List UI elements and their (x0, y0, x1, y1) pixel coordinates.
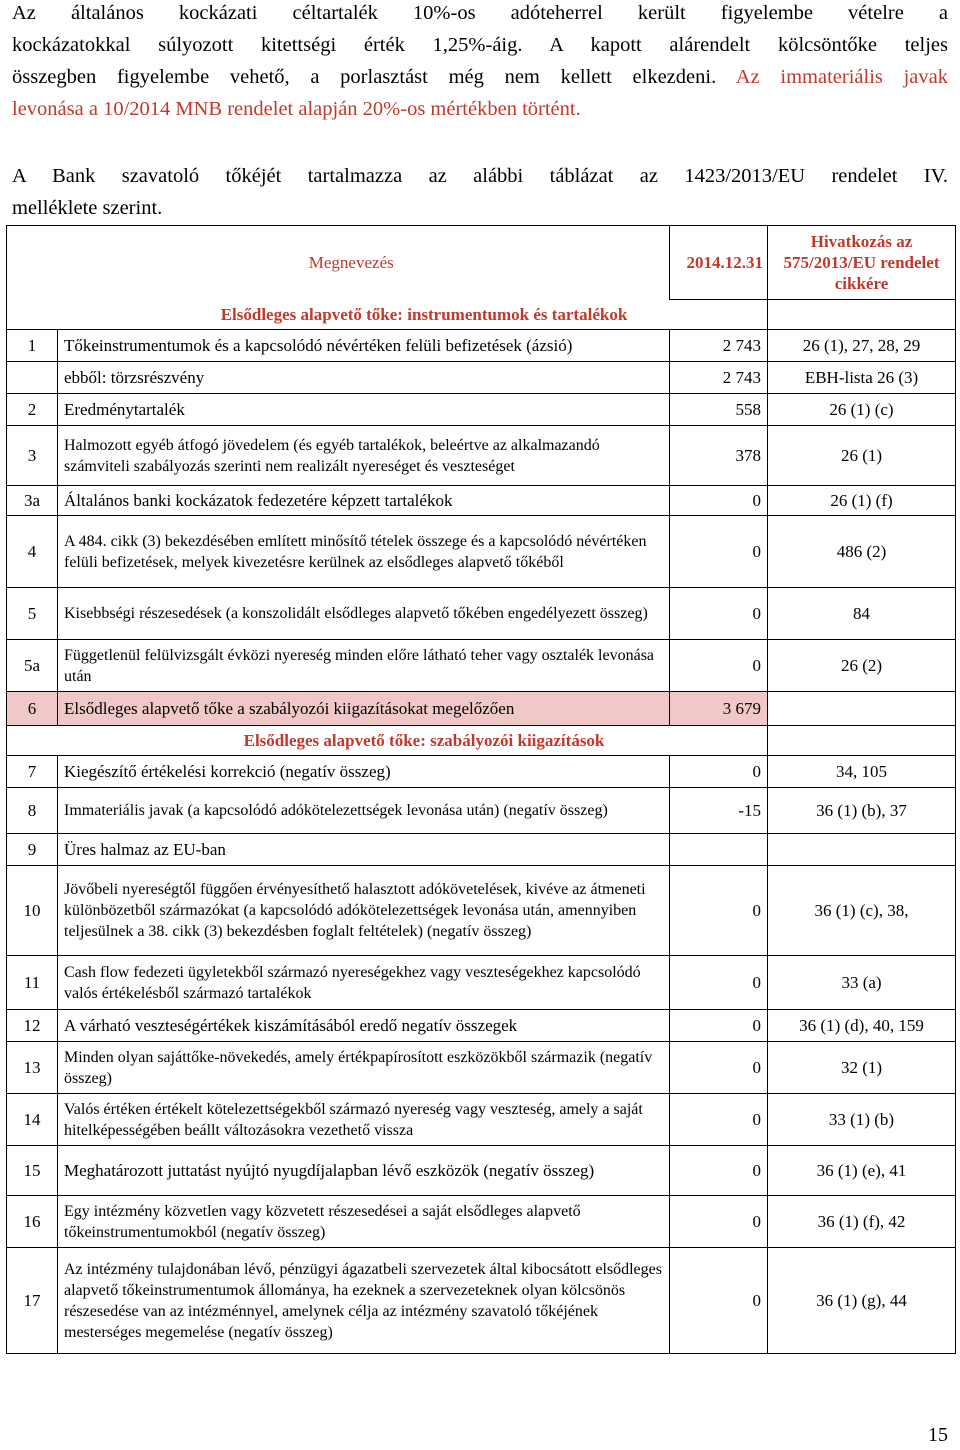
row-description: Üres halmaz az EU-ban (58, 834, 670, 866)
row-reference: EBH-lista 26 (3) (768, 362, 956, 394)
row-value: 3 679 (670, 692, 768, 726)
row-number: 13 (7, 1042, 58, 1094)
table-row (7, 516, 956, 588)
intro-line-1: Az általános kockázati céltartalék 10%-os adóteherrel került figyelembe vételre a (12, 2, 948, 24)
table-row (7, 756, 956, 788)
table-row (7, 692, 956, 726)
row-value: 0 (670, 640, 768, 692)
row-description: Általános banki kockázatok fedezetére képzett tartalékok (58, 486, 670, 516)
row-description: Elsődleges alapvető tőke a szabályozói kiigazításokat megelőzően (58, 692, 670, 726)
row-number: 17 (7, 1248, 58, 1354)
row-description: ebből: törzsrészvény (58, 362, 670, 394)
table-row (7, 1094, 956, 1146)
header-ref: Hivatkozás az 575/2013/EU rendelet cikkére (768, 226, 956, 300)
row-number: 4 (7, 516, 58, 588)
row-reference: 36 (1) (b), 37 (768, 788, 956, 834)
row-description: A várható veszteségértékek kiszámításából eredő negatív összegek (58, 1010, 670, 1042)
row-reference: 26 (1) (c) (768, 394, 956, 426)
row-number: 12 (7, 1010, 58, 1042)
row-value: 0 (670, 1094, 768, 1146)
row-value: 2 743 (670, 330, 768, 362)
row-value: 0 (670, 756, 768, 788)
table-row (7, 486, 956, 516)
table-row (7, 1146, 956, 1196)
table-row (7, 1248, 956, 1354)
table-intro-line-1: A Bank szavatoló tőkéjét tartalmazza az alábbi táblázat az 1423/2013/EU rendelet IV. (12, 165, 948, 187)
row-number: 10 (7, 866, 58, 956)
row-value: 0 (670, 516, 768, 588)
row-number: 5a (7, 640, 58, 692)
row-description: Immateriális javak (a kapcsolódó adókötelezettségek levonása után) (negatív összeg) (58, 788, 670, 834)
row-value: 0 (670, 1042, 768, 1094)
row-reference: 26 (1) (f) (768, 486, 956, 516)
row-number: 3 (7, 426, 58, 486)
row-number: 14 (7, 1094, 58, 1146)
row-reference: 36 (1) (e), 41 (768, 1146, 956, 1196)
row-description: Halmozott egyéb átfogó jövedelem (és egyéb tartalékok, beleértve az alkalmazandó számviteli szabályozás szerinti nem realizált nyereséget és veszteséget (58, 426, 670, 486)
row-value: 0 (670, 588, 768, 640)
row-value: 558 (670, 394, 768, 426)
row-number: 11 (7, 956, 58, 1010)
table-intro-paragraph (12, 160, 948, 224)
row-description: Jövőbeli nyereségtől függően érvényesíthető halasztott adókövetelések, kivéve az átmeneti különbözetből származókat (a kapcsolódó adókötelezettségek levonása után, amennyiben teljesülnek a 38. cikk (3) bekezdésben foglalt feltételek) (negatív összeg) (58, 866, 670, 956)
table-row (7, 640, 956, 692)
intro-line-4: levonása a 10/2014 MNB rendelet alapján 20%-os mértékben történt. (12, 98, 581, 120)
row-number: 9 (7, 834, 58, 866)
row-reference (768, 834, 956, 866)
row-number: 7 (7, 756, 58, 788)
row-value: 0 (670, 956, 768, 1010)
row-reference: 33 (1) (b) (768, 1094, 956, 1146)
row-reference: 36 (1) (d), 40, 159 (768, 1010, 956, 1042)
row-description: Egy intézmény közvetlen vagy közvetett részesedései a saját elsődleges alapvető tőkeinstrumentumokból (negatív összeg) (58, 1196, 670, 1248)
row-description: Meghatározott juttatást nyújtó nyugdíjalapban lévő eszközök (negatív összeg) (58, 1146, 670, 1196)
table-row (7, 866, 956, 956)
row-description: Az intézmény tulajdonában lévő, pénzügyi ágazatbeli szervezetek által kibocsátott elsődleges alapvető tőkeinstrumentumok állománya, ha ezeknek a szervezeteknek olyan kölcsönös részesedése van az intézménnyel, amelynek célja az intézmény szavatoló tőkéjének mesterséges megemelése (negatív összeg) (58, 1248, 670, 1354)
section-title-1: Elsődleges alapvető tőke: instrumentumok és tartalékok (7, 300, 768, 330)
row-value: 378 (670, 426, 768, 486)
row-description: Minden olyan sajáttőke-növekedés, amely értékpapírosított eszközökből származik (negatív összeg) (58, 1042, 670, 1094)
table-header-row (7, 226, 956, 300)
row-reference: 36 (1) (g), 44 (768, 1248, 956, 1354)
row-number: 15 (7, 1146, 58, 1196)
table-row (7, 394, 956, 426)
table-row (7, 426, 956, 486)
row-description: Kisebbségi részesedések (a konszolidált elsődleges alapvető tőkében engedélyezett összeg) (58, 588, 670, 640)
row-value: 0 (670, 1196, 768, 1248)
row-value: 0 (670, 866, 768, 956)
row-number: 6 (7, 692, 58, 726)
table-row (7, 1042, 956, 1094)
capital-table (6, 225, 956, 1354)
row-value: 0 (670, 1248, 768, 1354)
row-number: 2 (7, 394, 58, 426)
section-row-1 (7, 300, 956, 330)
table-row (7, 588, 956, 640)
table-row (7, 1196, 956, 1248)
intro-paragraph (12, 0, 948, 125)
page-number: 15 (928, 1424, 948, 1446)
row-reference: 26 (1) (768, 426, 956, 486)
row-description: Függetlenül felülvizsgált évközi nyereség minden előre látható teher vagy osztalék levonása után (58, 640, 670, 692)
table-row (7, 1010, 956, 1042)
header-date: 2014.12.31 (670, 226, 768, 300)
row-description: Valós értéken értékelt kötelezettségekből származó nyereség vagy veszteség, amely a saját hitelképességében beállt változásokra vezethető vissza (58, 1094, 670, 1146)
row-value: 0 (670, 1010, 768, 1042)
row-description: Eredménytartalék (58, 394, 670, 426)
row-value: 0 (670, 1146, 768, 1196)
section-title-2: Elsődleges alapvető tőke: szabályozói kiigazítások (7, 726, 768, 756)
row-reference (768, 692, 956, 726)
table-row (7, 788, 956, 834)
row-value: 2 743 (670, 362, 768, 394)
table-row (7, 362, 956, 394)
table-intro-line-2: melléklete szerint. (12, 197, 163, 219)
table-row (7, 330, 956, 362)
row-reference: 33 (a) (768, 956, 956, 1010)
row-reference: 26 (1), 27, 28, 29 (768, 330, 956, 362)
row-reference: 26 (2) (768, 640, 956, 692)
row-number: 16 (7, 1196, 58, 1248)
row-description: A 484. cikk (3) bekezdésében említett minősítő tételek összege és a kapcsolódó névértéken felüli befizetések, melyek kivezetésre kerülnek az elsődleges alapvető tőkéből (58, 516, 670, 588)
row-number: 3a (7, 486, 58, 516)
row-description: Cash flow fedezeti ügyletekből származó nyereségekhez vagy veszteségekhez kapcsolódó valós értékelésből származó tartalékok (58, 956, 670, 1010)
header-desc: Megnevezés (58, 226, 670, 300)
row-number: 5 (7, 588, 58, 640)
row-number: 1 (7, 330, 58, 362)
intro-line-3a: összegben figyelembe vehető, a porlasztást még nem kellett elkezdeni. (12, 66, 717, 88)
row-description: Tőkeinstrumentumok és a kapcsolódó névértéken felüli befizetések (ázsió) (58, 330, 670, 362)
row-reference: 84 (768, 588, 956, 640)
row-value: -15 (670, 788, 768, 834)
intro-line-3b: Az immateriális javak (735, 66, 948, 88)
row-reference: 36 (1) (f), 42 (768, 1196, 956, 1248)
intro-line-3 (12, 61, 948, 93)
row-number (7, 362, 58, 394)
section-row-2 (7, 726, 956, 756)
intro-line-2: kockázatokkal súlyozott kitettségi érték 1,25%-áig. A kapott alárendelt kölcsöntőke teljes (12, 34, 948, 56)
row-number: 8 (7, 788, 58, 834)
row-reference: 34, 105 (768, 756, 956, 788)
row-value: 0 (670, 486, 768, 516)
row-reference: 36 (1) (c), 38, (768, 866, 956, 956)
table-row (7, 956, 956, 1010)
row-description: Kiegészítő értékelési korrekció (negatív összeg) (58, 756, 670, 788)
row-reference: 486 (2) (768, 516, 956, 588)
table-row (7, 834, 956, 866)
row-reference: 32 (1) (768, 1042, 956, 1094)
row-value (670, 834, 768, 866)
